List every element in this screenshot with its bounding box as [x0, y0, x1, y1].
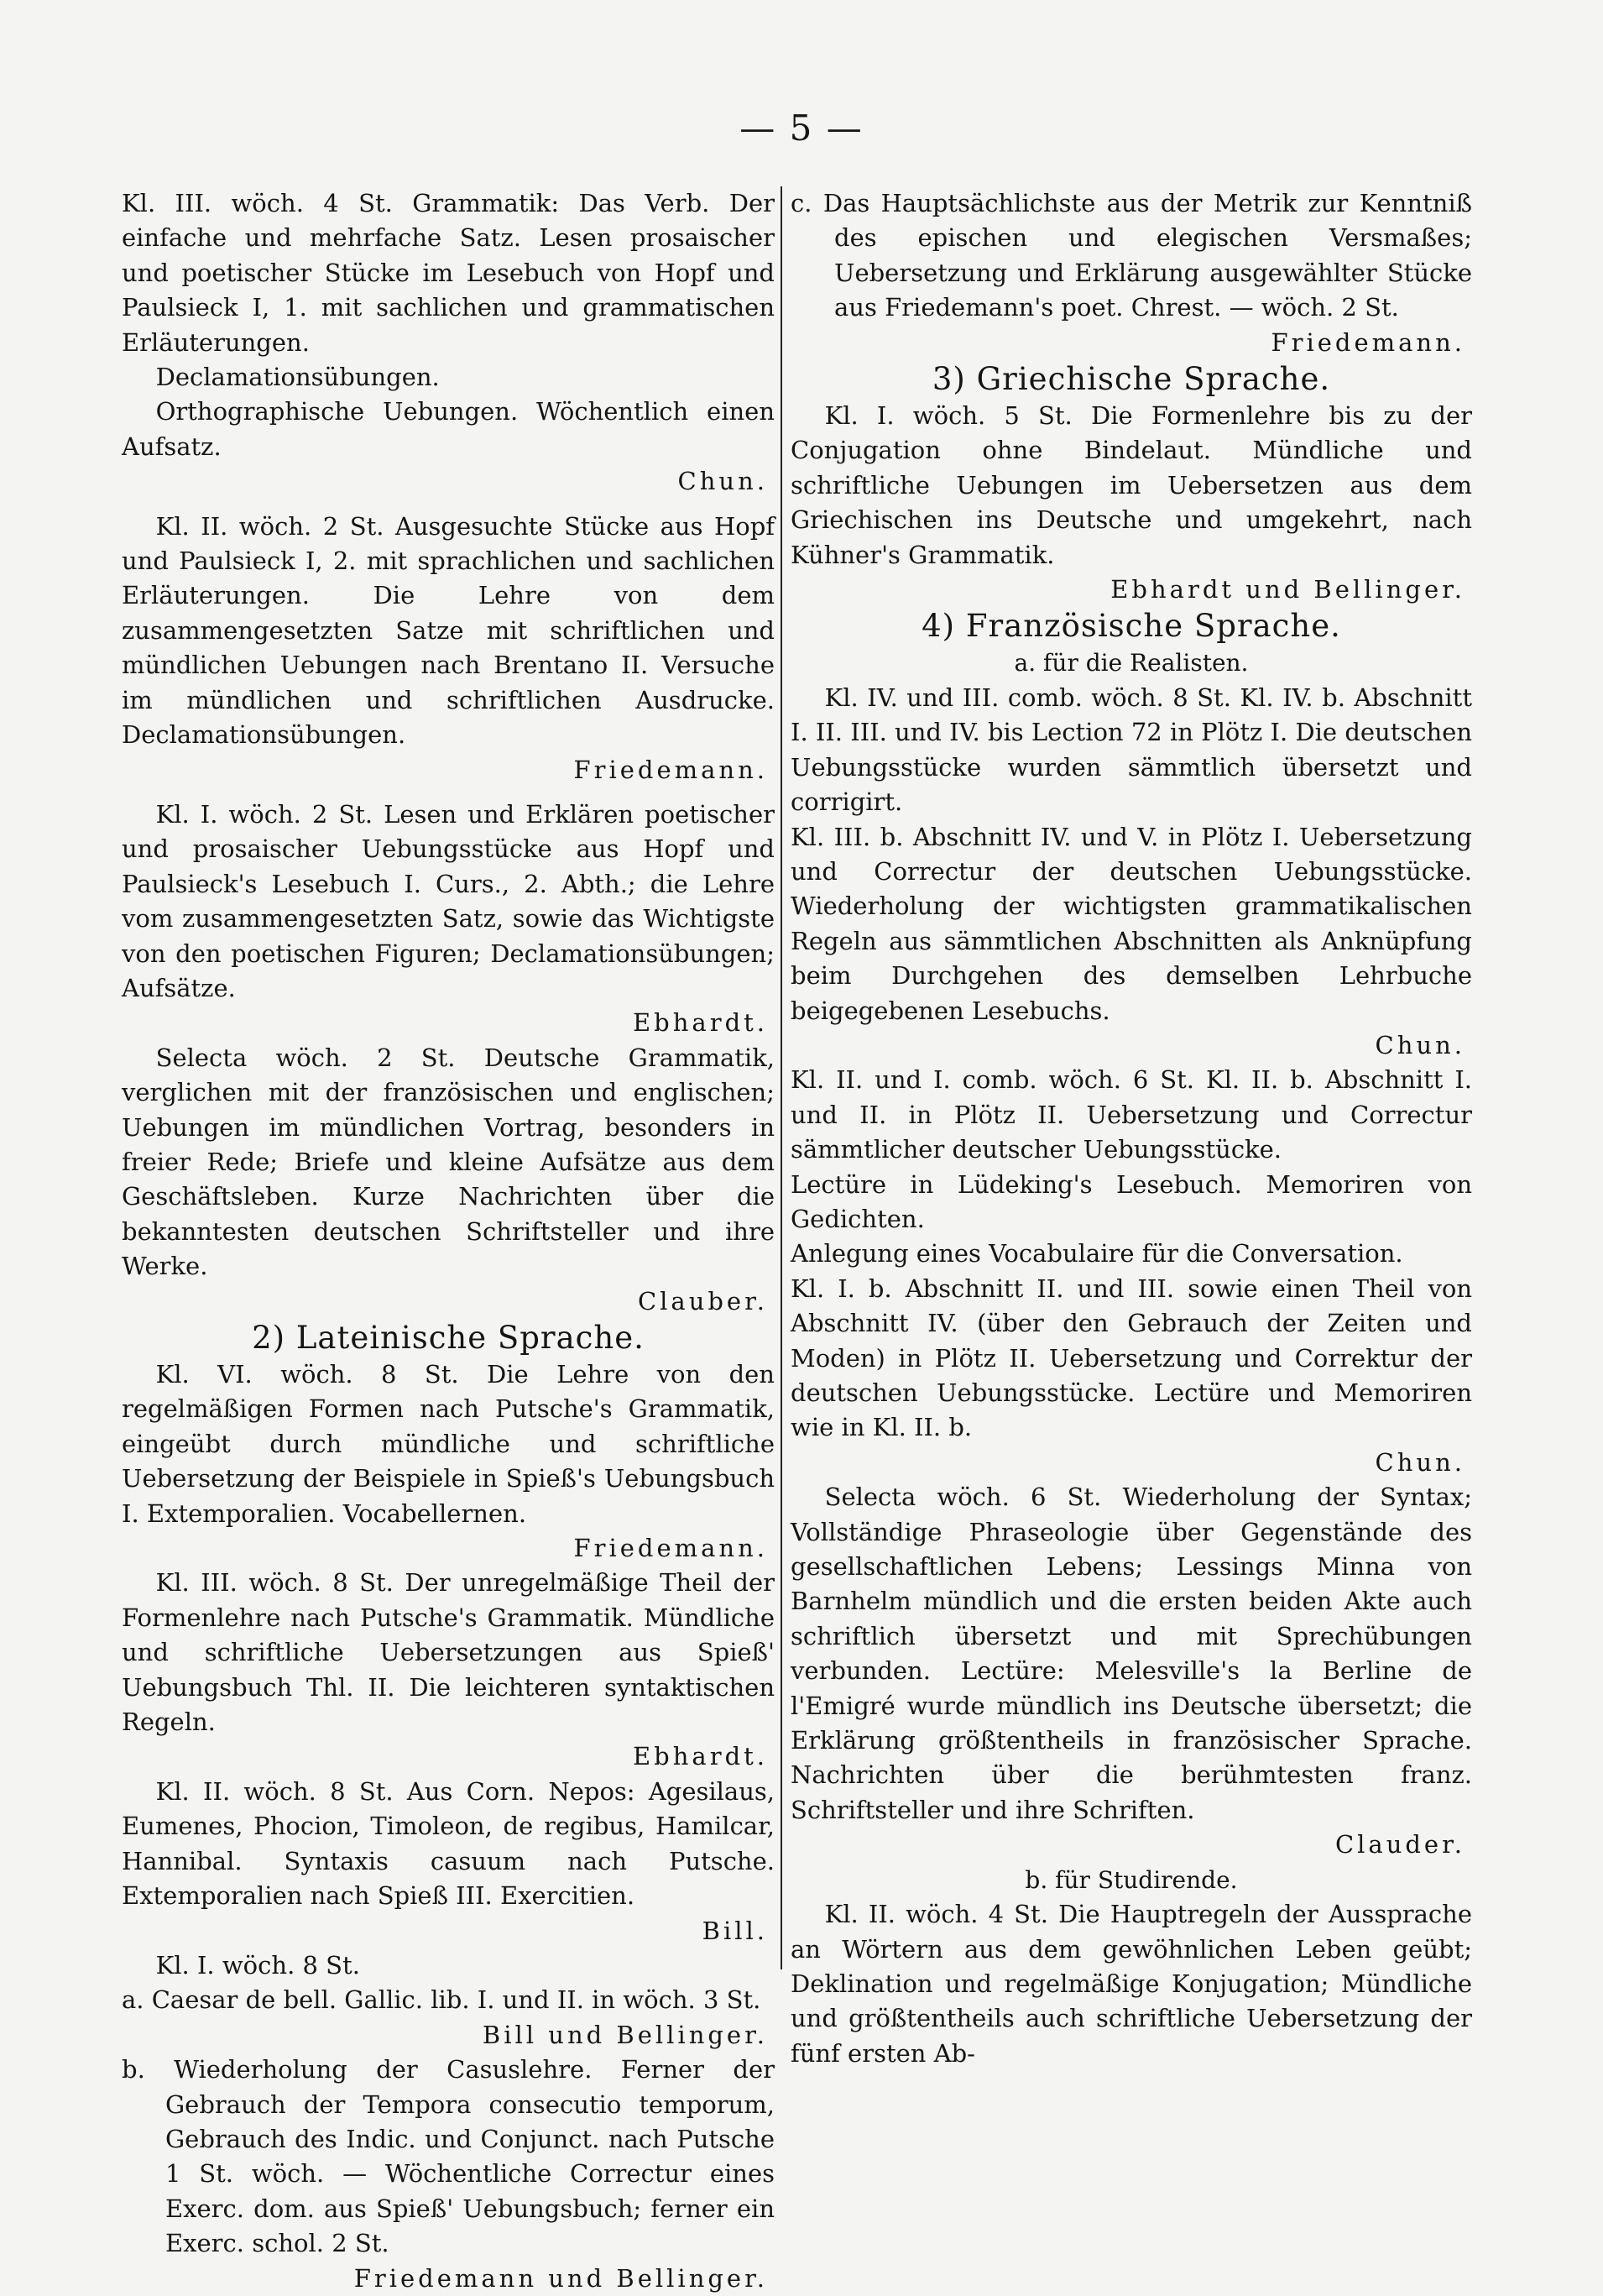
- paragraph: Kl. II. wöch. 2 St. Ausgesuchte Stücke aus Hopf und Paulsieck I, 2. mit sprachlichen und sachlichen Erläuterungen. Die Lehre von dem zusammengesetzten Satze mit schriftlichen und mündlichen Uebungen nach Brentano II. Versuche im mündlichen und schriftlichen Ausdrucke. Declamationsübungen.: [122, 511, 775, 750]
- paragraph: Kl. I. wöch. 8 St.: [155, 1950, 360, 1980]
- paragraph: Selecta wöch. 2 St. Deutsche Grammatik, verglichen mit der französischen und englischen; Uebungen im mündlichen Vortrag, besonders in freier Rede; Briefe und kleine Aufsätze aus dem Geschäftsleben. Kurze Nachrichten über die bekanntesten deutschen Schriftsteller und ihre Werke.: [122, 1043, 775, 1281]
- subheading: b. für Studirende.: [1025, 1865, 1238, 1894]
- teacher-signature: Chun.: [677, 467, 768, 496]
- section-heading-french: 4) Französische Sprache.: [922, 608, 1341, 645]
- teacher-signature: Clauder.: [1334, 1830, 1465, 1859]
- right-column: [791, 186, 1472, 2071]
- teacher-signature: Bill und Bellinger.: [482, 2020, 768, 2049]
- paragraph: Kl. II. wöch. 4 St. Die Hauptregeln der Aussprache an Wörtern aus dem gewöhnlichen Leben geübt; Deklination und regelmäßige Konjugation; Mündliche und größtentheils auch schriftliche Uebersetzung der fünf ersten Ab-: [791, 1900, 1472, 2068]
- paragraph: Kl. III. b. Abschnitt IV. und V. in Plötz I. Uebersetzung und Correctur der deutschen Uebungsstücke. Wiederholung der wichtigsten grammatikalischen Regeln aus sämmtlichen Abschnitten als Anknüpfung beim Durchgehen des demselben Lehrbuche beigegebenen Lesebuchs.: [791, 822, 1472, 1025]
- paragraph: Kl. II. und I. comb. wöch. 6 St. Kl. II. b. Abschnitt I. und II. in Plötz II. Uebersetzung und Correctur sämmtlicher deutscher Uebungsstücke.: [791, 1065, 1472, 1164]
- paragraph: Lectüre in Lüdeking's Lesebuch. Memoriren von Gedichten.: [791, 1169, 1472, 1233]
- teacher-signature: Ebhardt und Bellinger.: [1110, 575, 1465, 604]
- paragraph: Anlegung eines Vocabulaire für die Conversation.: [791, 1239, 1403, 1268]
- teacher-signature: Bill.: [702, 1916, 768, 1945]
- left-column: [122, 186, 775, 2296]
- column-divider: [781, 186, 782, 1969]
- list-item: b. Wiederholung der Casuslehre. Ferner der Gebrauch der Tempora consecutio temporum, Gebrauch des Indic. und Conjunct. nach Putsche 1 St. wöch. — Wöchentliche Correctur eines Exerc. dom. aus Spieß' Uebungsbuch; ferner ein Exerc. schol. 2 St.: [122, 2055, 775, 2258]
- paragraph: Orthographische Uebungen. Wöchentlich einen Aufsatz.: [122, 397, 775, 461]
- teacher-signature: Chun.: [1375, 1447, 1465, 1477]
- paragraph: Kl. II. wöch. 8 St. Aus Corn. Nepos: Agesilaus, Eumenes, Phocion, Timoleon, de regibus, Hamilcar, Hannibal. Syntaxis casuum nach Putsche. Extemporalien nach Spieß III. Exercitien.: [122, 1776, 775, 1911]
- page-number: — 5 —: [739, 107, 864, 149]
- paragraph: Kl. I. wöch. 5 St. Die Formenlehre bis zu der Conjugation ohne Bindelaut. Mündliche und schriftliche Uebungen im Uebersetzen aus dem Griechischen ins Deutsche und umgekehrt, nach Kühner's Grammatik.: [791, 401, 1472, 569]
- teacher-signature: Ebhardt.: [633, 1008, 768, 1038]
- section-heading-greek: 3) Griechische Sprache.: [932, 361, 1331, 398]
- paragraph: Kl. I. wöch. 2 St. Lesen und Erklären poetischer und prosaischer Uebungsstücke aus Hopf und Paulsieck's Lesebuch I. Curs., 2. Abth.; die Lehre vom zusammengesetzten Satz, sowie das Wichtigste von den poetischen Figuren; Declamationsübungen; Aufsätze.: [122, 799, 775, 1002]
- teacher-signature: Friedemann.: [1271, 327, 1465, 357]
- paragraph: Kl. VI. wöch. 8 St. Die Lehre von den regelmäßigen Formen nach Putsche's Grammatik, eingeübt durch mündliche und schriftliche Uebersetzung der Beispiele in Spieß's Uebungsbuch I. Extemporalien. Vocabellernen.: [122, 1360, 775, 1528]
- subheading: a. für die Realisten.: [1014, 649, 1249, 677]
- teacher-signature: Ebhardt.: [633, 1742, 768, 1771]
- section-heading-latin: 2) Lateinische Sprache.: [252, 1320, 645, 1356]
- list-item: c. Das Hauptsächlichste aus der Metrik zur Kenntniß des epischen und elegischen Versmaßes; Uebersetzung und Erklärung ausgewählter Stücke aus Friedemann's poet. Chrest. — wöch. 2 St.: [791, 189, 1472, 322]
- paragraph: Kl. III. wöch. 4 St. Grammatik: Das Verb. Der einfache und mehrfache Satz. Lesen prosaischer und poetischer Stücke im Lesebuch von Hopf und Paulsieck I, 1. mit sachlichen und grammatischen Erläuterungen.: [122, 189, 775, 357]
- teacher-signature: Clauber.: [637, 1286, 768, 1315]
- teacher-signature: Chun.: [1375, 1030, 1465, 1059]
- paragraph: Kl. III. wöch. 8 St. Der unregelmäßige Theil der Formenlehre nach Putsche's Grammatik. Mündliche und schriftliche Uebersetzungen aus Spieß' Uebungsbuch Thl. II. Die leichteren syntaktischen Regeln.: [122, 1568, 775, 1737]
- teacher-signature: Friedemann und Bellinger.: [353, 2263, 768, 2293]
- paragraph: Declamationsübungen.: [155, 363, 440, 392]
- teacher-signature: Friedemann.: [573, 1534, 768, 1563]
- paragraph: Selecta wöch. 6 St. Wiederholung der Syntax; Vollständige Phraseologie über Gegenstände des gesellschaftlichen Lebens; Lessings Minna von Barnhelm mündlich und die ersten beiden Akte auch schriftlich übersetzt und mit Sprechübungen verbunden. Lectüre: Melesville's la Berline de l'Emigré wurde mündlich ins Deutsche übersetzt; die Erklärung größtentheils in französischer Sprache. Nachrichten über die berühmtesten franz. Schriftsteller und ihre Schriften.: [791, 1483, 1472, 1824]
- list-item: a. Caesar de bell. Gallic. lib. I. und II. in wöch. 3 St.: [122, 1985, 761, 2015]
- paragraph: Kl. IV. und III. comb. wöch. 8 St. Kl. IV. b. Abschnitt I. II. III. und IV. bis Lection 72 in Plötz I. Die deutschen Uebungsstücke wurden sämmtlich übersetzt und corrigirt.: [791, 683, 1473, 817]
- teacher-signature: Friedemann.: [573, 755, 768, 784]
- paragraph: Kl. I. b. Abschnitt II. und III. sowie einen Theil von Abschnitt IV. (über den Gebrauch der Zeiten und Moden) in Plötz II. Uebersetzung und Correktur der deutschen Uebungsstücke. Lectüre und Memoriren wie in Kl. II. b.: [791, 1274, 1472, 1442]
